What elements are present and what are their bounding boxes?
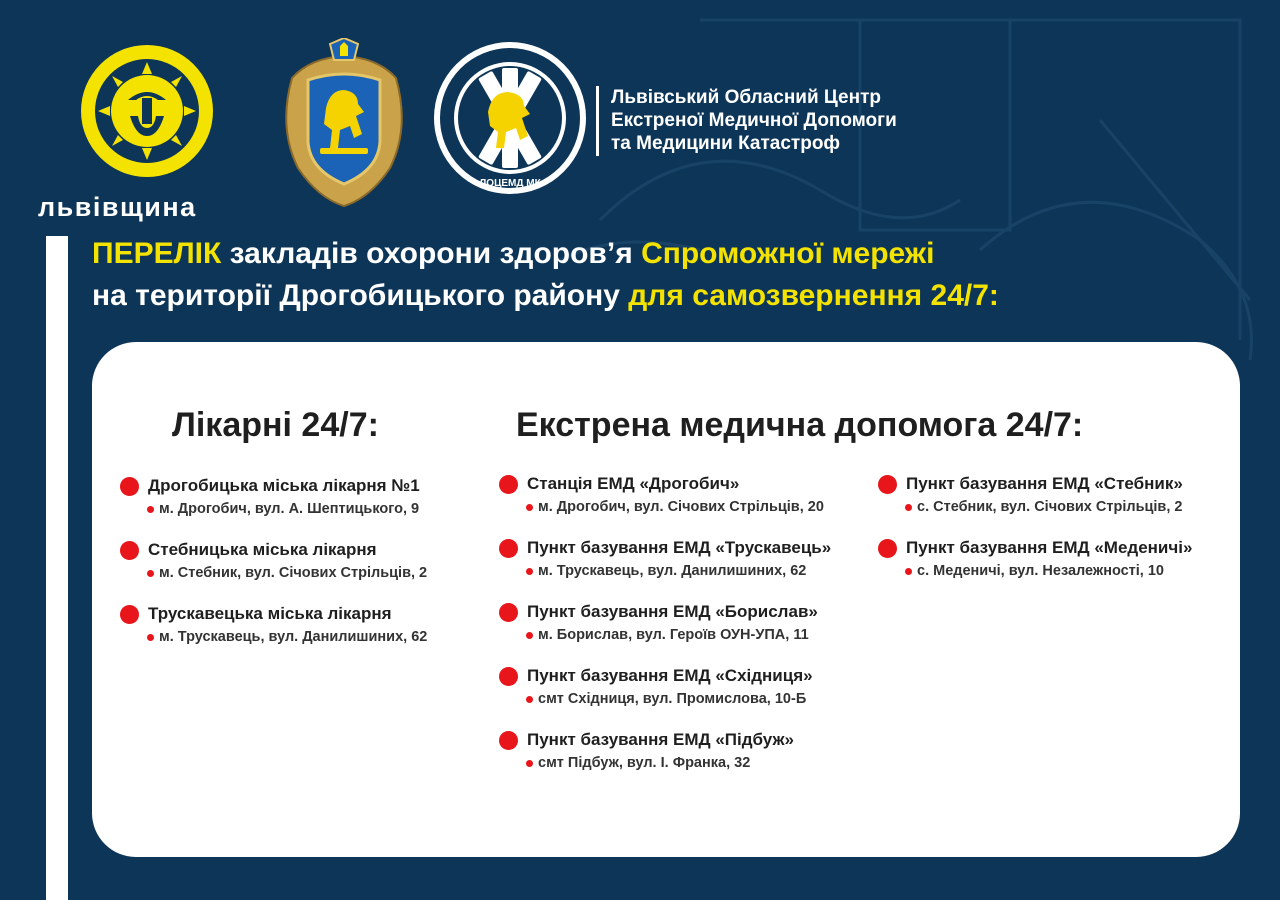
facilities-panel	[92, 342, 1240, 857]
red-dot-icon	[120, 605, 139, 624]
ems-entry	[499, 602, 818, 645]
headline-text: на території Дрогобицького району	[92, 279, 629, 312]
ems-address: м. Дрогобич, вул. Січових Стрільців, 20	[538, 499, 824, 515]
center-title-line: Екстреної Медичної Допомоги	[611, 110, 897, 131]
center-title-line: Львівський Обласний Центр	[611, 87, 881, 108]
lviv-oblast-coat-of-arms-icon	[278, 38, 410, 208]
small-red-dot-icon	[526, 568, 533, 575]
red-dot-icon	[878, 539, 897, 558]
red-dot-icon	[878, 475, 897, 494]
small-red-dot-icon	[147, 570, 154, 577]
ems-entry	[878, 538, 1192, 581]
red-dot-icon	[499, 731, 518, 750]
region-wordmark: львівщина	[38, 192, 197, 222]
ems-emblem-icon	[432, 40, 588, 196]
ems-name: Пункт базування ЕМД «Трускавець»	[527, 538, 832, 557]
ems-address: с. Стебник, вул. Січових Стрільців, 2	[917, 499, 1183, 515]
ems-entry	[499, 666, 813, 709]
red-dot-icon	[499, 667, 518, 686]
hospital-entry	[120, 604, 427, 647]
ems-address: м. Трускавець, вул. Данилишиних, 62	[538, 563, 807, 579]
emergency-title: Екстрена медична допомога 24/7:	[516, 406, 1084, 444]
left-accent-bar	[46, 236, 68, 900]
hospital-address: м. Трускавець, вул. Данилишиних, 62	[159, 629, 428, 645]
ems-name: Пункт базування ЕМД «Східниця»	[527, 666, 813, 685]
ems-entry	[499, 538, 831, 581]
red-dot-icon	[499, 475, 518, 494]
ems-entry	[878, 474, 1183, 517]
hospital-entry	[120, 540, 427, 583]
ems-address: смт Підбуж, вул. І. Франка, 32	[538, 755, 751, 771]
red-dot-icon	[499, 539, 518, 558]
hospital-address: м. Дрогобич, вул. А. Шептицького, 9	[159, 501, 420, 517]
center-title	[596, 86, 897, 156]
headline-highlight: Спроможної мережі	[641, 237, 935, 270]
small-red-dot-icon	[526, 696, 533, 703]
ems-address: с. Меденичі, вул. Незалежності, 10	[917, 563, 1164, 579]
ems-name: Пункт базування ЕМД «Борислав»	[527, 602, 818, 621]
hospitals-title: Лікарні 24/7:	[172, 406, 379, 444]
small-red-dot-icon	[526, 760, 533, 767]
small-red-dot-icon	[147, 506, 154, 513]
center-title-line: та Медицини Катастроф	[611, 133, 841, 154]
hospital-name: Стебницька міська лікарня	[148, 540, 377, 559]
ems-address: м. Борислав, вул. Героїв ОУН-УПА, 11	[538, 627, 809, 643]
hospital-address: м. Стебник, вул. Січових Стрільців, 2	[159, 565, 428, 581]
headline-highlight: для самозвернення 24/7:	[628, 279, 999, 312]
ems-emblem-caption: ЛОЦЕМД МК	[479, 178, 541, 189]
headline-text: закладів охорони здоров’я	[221, 237, 642, 270]
small-red-dot-icon	[905, 568, 912, 575]
red-dot-icon	[120, 541, 139, 560]
small-red-dot-icon	[147, 634, 154, 641]
red-dot-icon	[499, 603, 518, 622]
lvivshchyna-logo	[38, 40, 258, 222]
hospital-name: Дрогобицька міська лікарня №1	[148, 476, 420, 495]
page-headline	[92, 233, 999, 317]
ems-name: Пункт базування ЕМД «Меденичі»	[906, 538, 1193, 557]
hospital-entry	[120, 476, 420, 519]
lvivshchyna-emblem-icon	[76, 40, 218, 182]
ems-name: Пункт базування ЕМД «Стебник»	[906, 474, 1183, 493]
headline-keyword: ПЕРЕЛІК	[92, 237, 222, 270]
hospital-name: Трускавецька міська лікарня	[148, 604, 392, 623]
small-red-dot-icon	[905, 504, 912, 511]
ems-address: смт Східниця, вул. Промислова, 10-Б	[538, 691, 807, 707]
ems-name: Станція ЕМД «Дрогобич»	[527, 474, 740, 493]
red-dot-icon	[120, 477, 139, 496]
ems-entry	[499, 474, 824, 517]
small-red-dot-icon	[526, 632, 533, 639]
ems-name: Пункт базування ЕМД «Підбуж»	[527, 730, 794, 749]
small-red-dot-icon	[526, 504, 533, 511]
ems-entry	[499, 730, 794, 773]
